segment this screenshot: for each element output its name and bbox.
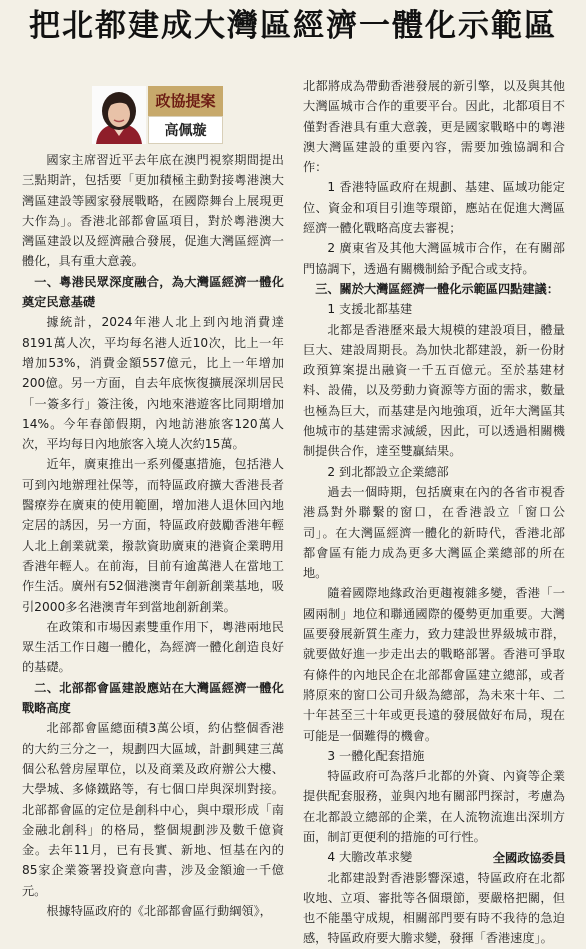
subsection-heading: 2 到北都設立企業總部 [327, 464, 449, 479]
column-tag-box [148, 86, 223, 144]
subsection-heading: 3 一體化配套措施 [327, 748, 425, 763]
article-title: 把北都建成大灣區經濟一體化示範區 [29, 8, 557, 44]
section-heading: 二、北部都會區建設應站在大灣區經濟一體化戰略高度 [22, 680, 284, 716]
paragraph: 近年，廣東推出一系列優惠措施，包括港人可到內地辦理社保等，而特區政府擴大香港長者醫療券在廣東的使用範圍，增加港人退休回內地定居的誘因，另一方面，特區政府鼓勵香港年輕人北上創業就業，撥款資助廣東的港資企業聘用香港年輕人。在前海，目前有逾萬港人在當地工作生活。廣州有52個港澳青年創新創業基地，吸引2000多名港澳青年到當地創新創業。 [22, 457, 284, 614]
paragraph: 1 香港特區政府在規劃、基建、區域功能定位、資金和項目引進等環節，應站在促進大灣區經濟一體化戰略高度去審視； [303, 180, 565, 236]
author-photo [92, 86, 146, 144]
paragraph: 北都是香港歷來最大規模的建設項目，體量巨大、建設周期長。為加快北都建設，新一份財政預算案提出融資一千五百億元。至於基建材料、設備，以及勞動力資源等方面的需求，數量也極為巨大，而基建是內地強項，近年大灣區其他城市的基建需求減緩，因此，可以透過相關機制提供合作，達至雙贏結果。 [303, 322, 565, 459]
paragraph: 北都建設對香港影響深遠，特區政府在北都收地、立項、審批等各個環節，要嚴格把關，但也不能墨守成規，相關部門要有時不我待的急迫感，特區政府要大膽求變，發揮「香港速度」。 [303, 870, 565, 946]
paragraph: 在政策和市場因素雙重作用下，粵港兩地民眾生活工作日趨一體化，為經濟一體化創造良好的基礎。 [22, 619, 284, 675]
column-tag: 政協提案 [148, 86, 223, 116]
paragraph: 過去一個時期，包括廣東在內的各省市視香港爲對外聯繫的窗口，在香港設立「窗口公司」。在大灣區經濟一體化的新時代，香港北部都會區有能力成為更多大灣區企業總部的所在地。 [303, 484, 565, 581]
subsection-heading: 1 支援北都基建 [327, 302, 413, 317]
paragraph: 北部都會區總面積3萬公頃，約佔整個香港的大約三分之一，規劃四大區域，計劃興建三萬個公私營房屋單位，以及商業及政府辦公大樓、大學城、多條鐵路等，有七個口岸與深圳對接。北部都會區的定位是創科中心，與中環形成「南金融北創科」的格局，整個規劃涉及數千億資金。去年11月，已有長實、新地、恒基在內的85家企業簽署投資意向書，涉及金額逾一千億元。 [22, 721, 284, 898]
section-heading: 一、粵港民眾深度融合，為大灣區經濟一體化奠定民意基礎 [22, 274, 284, 310]
paragraph: 北都將成為帶動香港發展的新引擎，以及與其他大灣區城市合作的重要平台。因此，北都項目不僅對香港具有重大意義，更是國家戰略中的粵港澳大灣區建設的重要內容，需要加強協調和合作： [303, 79, 565, 175]
paragraph: 據統計，2024年港人北上到內地消費達8191萬人次，平均每名港人近10次，比上一年增加53%，消費金額557億元，比上一年增加200億。另一方面，自去年底恢復擴展深圳居民「一簽多行」簽注後，內地來港遊客比同期增加14%。今年春節假期，內地訪港旅客120萬人次，平均每日內地旅客入境人次約15萬。 [22, 315, 284, 452]
subsection-heading: 4 大膽改革求變 [327, 850, 413, 865]
section-heading: 三、關於大灣區經濟一體化示範區四點建議： [315, 281, 559, 296]
left-column [22, 150, 284, 921]
paragraph: 隨着國際地緣政治更趨複雜多變，香港「一國兩制」地位和聯通國際的優勢更加重要。大灣區要發展新質生產力，致力建設世界級城市群，就要做好進一步走出去的戰略部署。香港可爭取有條件的內地民企在北部都會區建立總部，或者將原來的窗口公司升級為總部，為未來十年、二十年甚至三十年或更長遠的發展做好布局，現在可能是一個難得的機會。 [303, 586, 565, 743]
paragraph: 2 廣東省及其他大灣區城市合作，在有關部門協調下，透過有關機制給予配合或支持。 [303, 241, 565, 276]
paragraph: 根據特區政府的《北部都會區行動綱領》， [46, 903, 272, 918]
paragraph: 特區政府可為落戶北都的外資、內資等企業提供配套服務，並與內地有關部門探討，考慮為在北都設立總部的企業，在人流物流進出深圳方面，制訂更便利的措施的可行性。 [303, 769, 565, 844]
author-signature: 全國政協委員 [492, 851, 566, 865]
right-column [303, 76, 565, 949]
paragraph: 國家主席習近平去年底在澳門視察期間提出三點期許，包括要「更加積極主動對接粵港澳大灣區建設等國家發展戰略，在國際舞台上展現更大作為」。香港北部都會區項目，對於粵港澳大灣區建設以及經濟融合發展，促進大灣區經濟一體化，具有重大意義。 [22, 153, 284, 269]
author-name: 高佩璇 [148, 116, 223, 144]
